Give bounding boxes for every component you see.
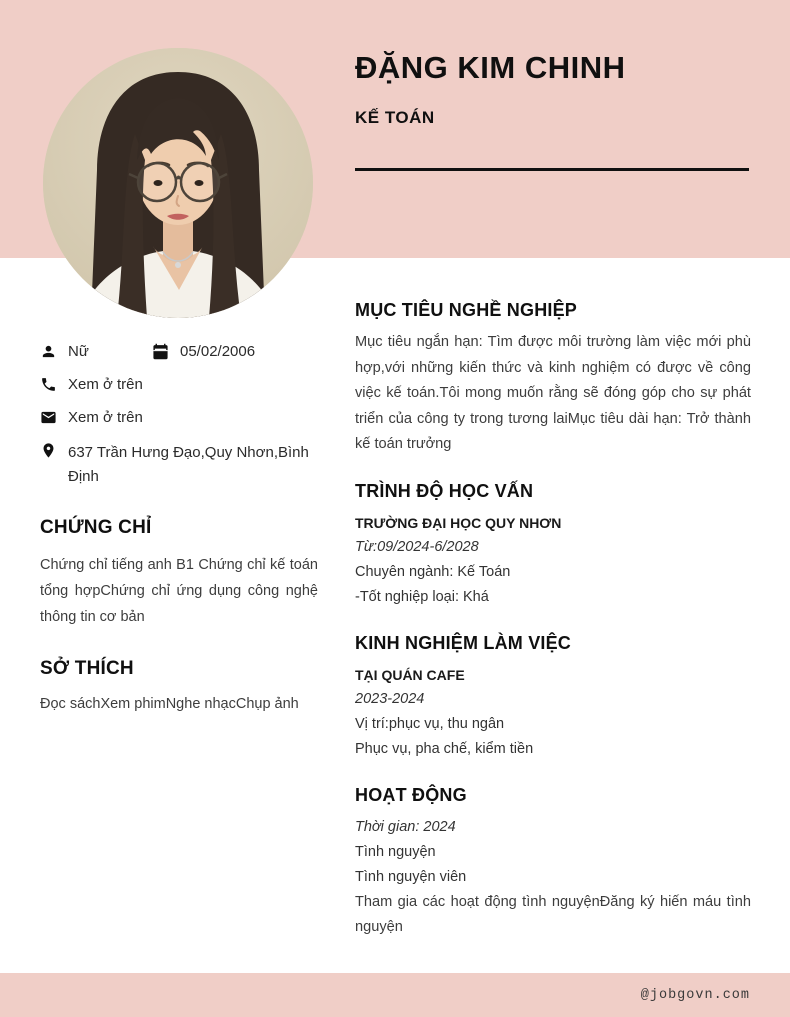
address-row <box>40 441 318 489</box>
dob-value: 05/02/2006 <box>180 343 256 360</box>
footer-watermark: @jobgovn.com <box>640 987 750 1003</box>
phone-value: Xem ở trên <box>68 376 143 393</box>
education-section <box>355 481 751 610</box>
person-icon <box>40 343 57 360</box>
left-column <box>40 342 318 715</box>
experience-detail: Phục vụ, pha chế, kiểm tiền <box>355 740 534 757</box>
experience-position: Vị trí:phục vụ, thu ngân <box>355 715 505 732</box>
education-school: TRƯỜNG ĐẠI HỌC QUY NHƠN <box>355 514 562 531</box>
certificates-body: Chứng chỉ tiếng anh B1 Chứng chỉ kế toán tổng hợpChứng chỉ ứng dụng công nghệ thông tin cơ bản <box>40 557 318 625</box>
hobbies-body: Đọc sáchXem phimNghe nhạcChụp ảnh <box>40 696 299 712</box>
calendar-icon <box>152 343 169 360</box>
objective-body: Mục tiêu ngắn hạn: Tìm được môi trường làm việc mới phù hợp,với những kiến thức và kinh nghiệm có được về công việc kế toán.Tôi mong muốn rằng sẽ đóng góp cho sự phát triển của công ty trong tương laiMục tiêu dài hạn: Trở thành kế toán trưởng <box>355 334 751 452</box>
experience-employer: TẠI QUÁN CAFE <box>355 666 465 683</box>
activities-section <box>355 785 751 941</box>
activities-heading: HOẠT ĐỘNG <box>355 784 467 805</box>
portrait-illustration <box>43 48 313 318</box>
email-icon <box>40 409 57 426</box>
education-major: Chuyên ngành: Kế Toán <box>355 563 511 580</box>
experience-time: 2023-2024 <box>355 690 425 707</box>
profile-photo <box>43 48 313 318</box>
experience-heading: KINH NGHIỆM LÀM VIỆC <box>355 632 572 653</box>
experience-section <box>355 633 751 762</box>
email-row <box>40 408 318 427</box>
footer-band <box>0 973 790 1017</box>
activities-line2: Tình nguyện viên <box>355 868 467 885</box>
address-value: 637 Trần Hưng Đạo,Quy Nhơn,Bình Định <box>68 444 309 485</box>
objective-section <box>355 300 751 458</box>
gender-value: Nữ <box>68 343 89 360</box>
header-divider <box>355 168 749 171</box>
right-column <box>355 300 751 964</box>
education-grade: -Tốt nghiệp loại: Khá <box>355 588 489 605</box>
candidate-name: ĐẶNG KIM CHINH <box>355 50 626 85</box>
email-value: Xem ở trên <box>68 409 143 426</box>
objective-heading: MỤC TIÊU NGHỀ NGHIỆP <box>355 300 578 320</box>
certificates-heading: CHỨNG CHỈ <box>40 517 152 538</box>
education-heading: TRÌNH ĐỘ HỌC VẤN <box>355 480 534 501</box>
phone-row <box>40 375 318 394</box>
activities-detail: Tham gia các hoạt động tình nguyệnĐăng ký hiến máu tình nguyện <box>355 893 751 935</box>
location-pin-icon <box>40 442 57 459</box>
hobbies-heading: SỞ THÍCH <box>40 658 134 679</box>
candidate-job-title: KẾ TOÁN <box>355 108 435 127</box>
phone-icon <box>40 376 57 393</box>
activities-line1: Tình nguyện <box>355 843 436 860</box>
activities-time: Thời gian: 2024 <box>355 818 456 835</box>
gender-dob-row <box>40 342 318 361</box>
education-time: Từ:09/2024-6/2028 <box>355 538 479 555</box>
